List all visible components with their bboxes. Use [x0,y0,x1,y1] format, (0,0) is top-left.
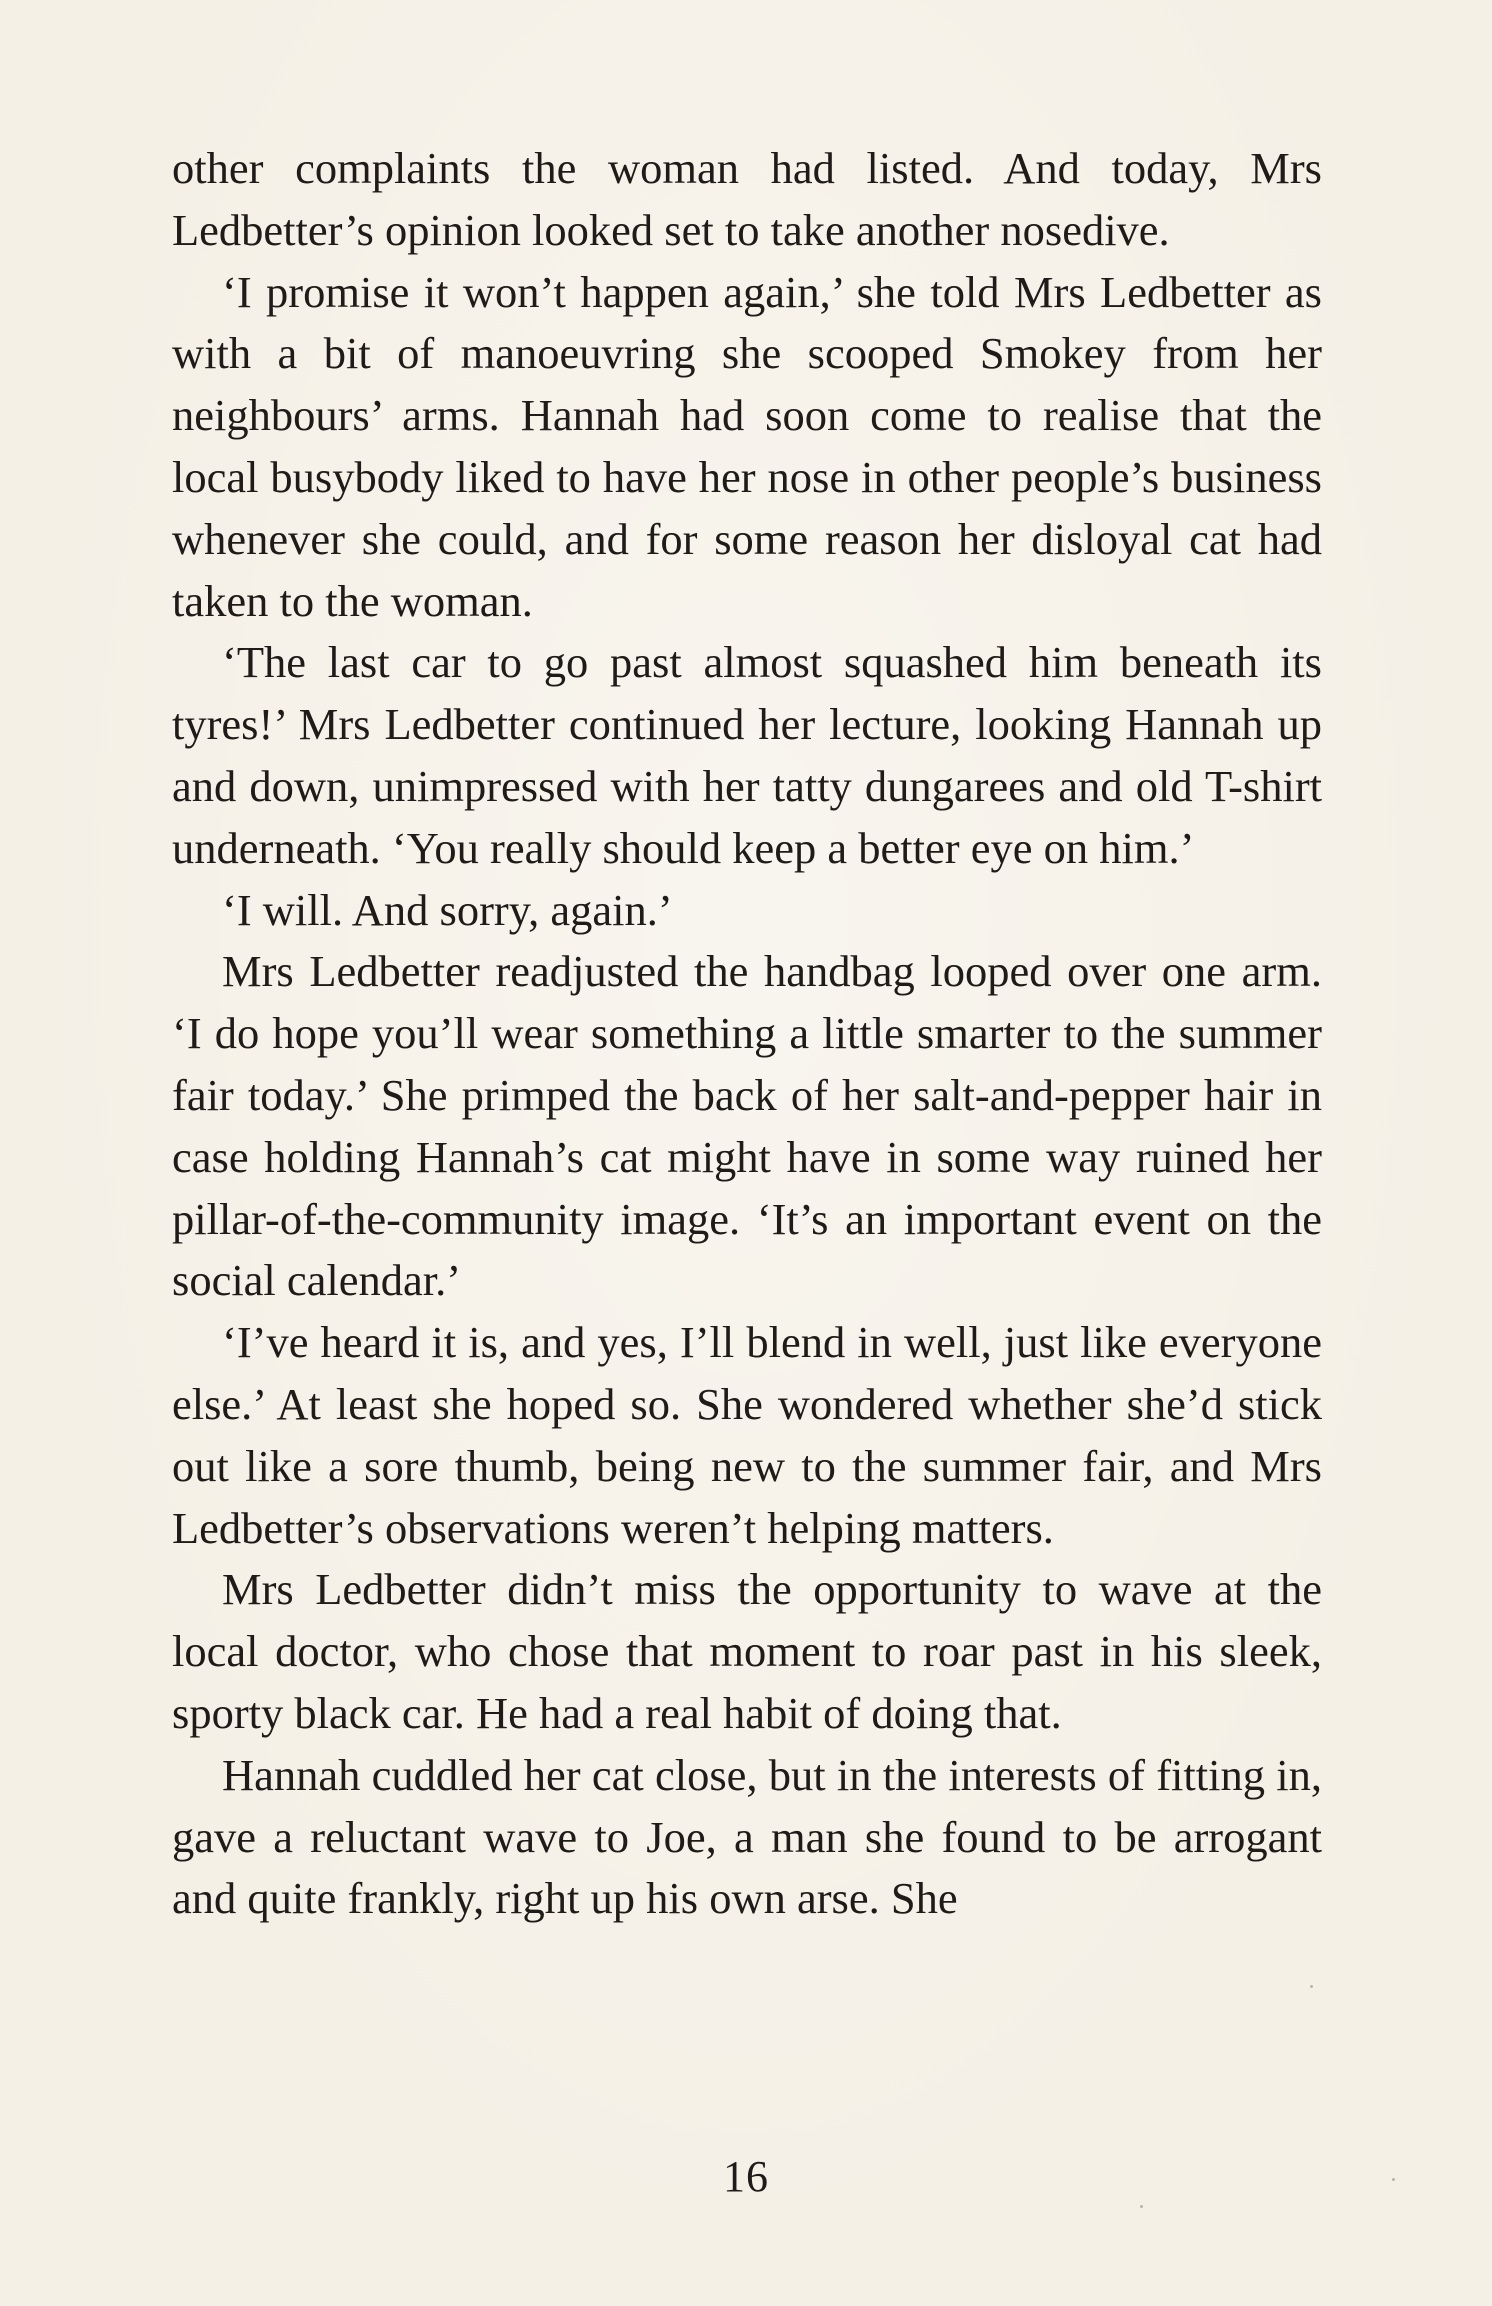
paragraph: Mrs Ledbetter didn’t miss the opportunity to wave at the local doctor, who chose that moment to roar past in his sleek, sporty black car. He had a real habit of doing that. [172,1564,1322,1738]
paper-speck [1140,2205,1143,2208]
paragraph: Mrs Ledbetter readjusted the handbag looped over one arm. ‘I do hope you’ll wear something a little smarter to the summer fair today.’ She primped the back of her salt-and-pepper hair in case holding Hannah’s cat might have in some way ruined her pillar-of-the-community image. ‘It’s an important event on the social calendar.’ [172,946,1322,1306]
paper-speck [1310,1985,1313,1988]
paragraph: ‘I’ve heard it is, and yes, I’ll blend in well, just like everyone else.’ At least she hoped so. She wondered whether she’d stick out like a sore thumb, being new to the summer fair, and Mrs Ledbetter’s observations weren’t helping matters. [172,1317,1322,1553]
paragraph: ‘I will. And sorry, again.’ [222,884,673,935]
paragraph: Hannah cuddled her cat close, but in the interests of fitting in, gave a reluctant wave to Joe, a man she found to be arrogant and quite frankly, right up his own arse. She [172,1749,1322,1924]
page-number: 16 [723,2152,769,2201]
paragraph: ‘I promise it won’t happen again,’ she told Mrs Ledbetter as with a bit of manoeuvring she scooped Smokey from her neighbours’ arms. Hannah had soon come to realise that the local busybody liked to have her nose in other people’s business whenever she could, and for some reason her disloyal cat had taken to the woman. [172,266,1322,626]
paper-speck [1392,2178,1395,2181]
paragraph: ‘The last car to go past almost squashed him beneath its tyres!’ Mrs Ledbetter continued her lecture, looking Hannah up and down, unimpressed with her tatty dungarees and old T-shirt underneath. ‘You really should keep a better eye on him.’ [172,637,1322,873]
body-text [172,138,1322,1930]
paragraph: other complaints the woman had listed. And today, Mrs Ledbetter’s opinion looked set to take another nosedive. [172,143,1322,255]
